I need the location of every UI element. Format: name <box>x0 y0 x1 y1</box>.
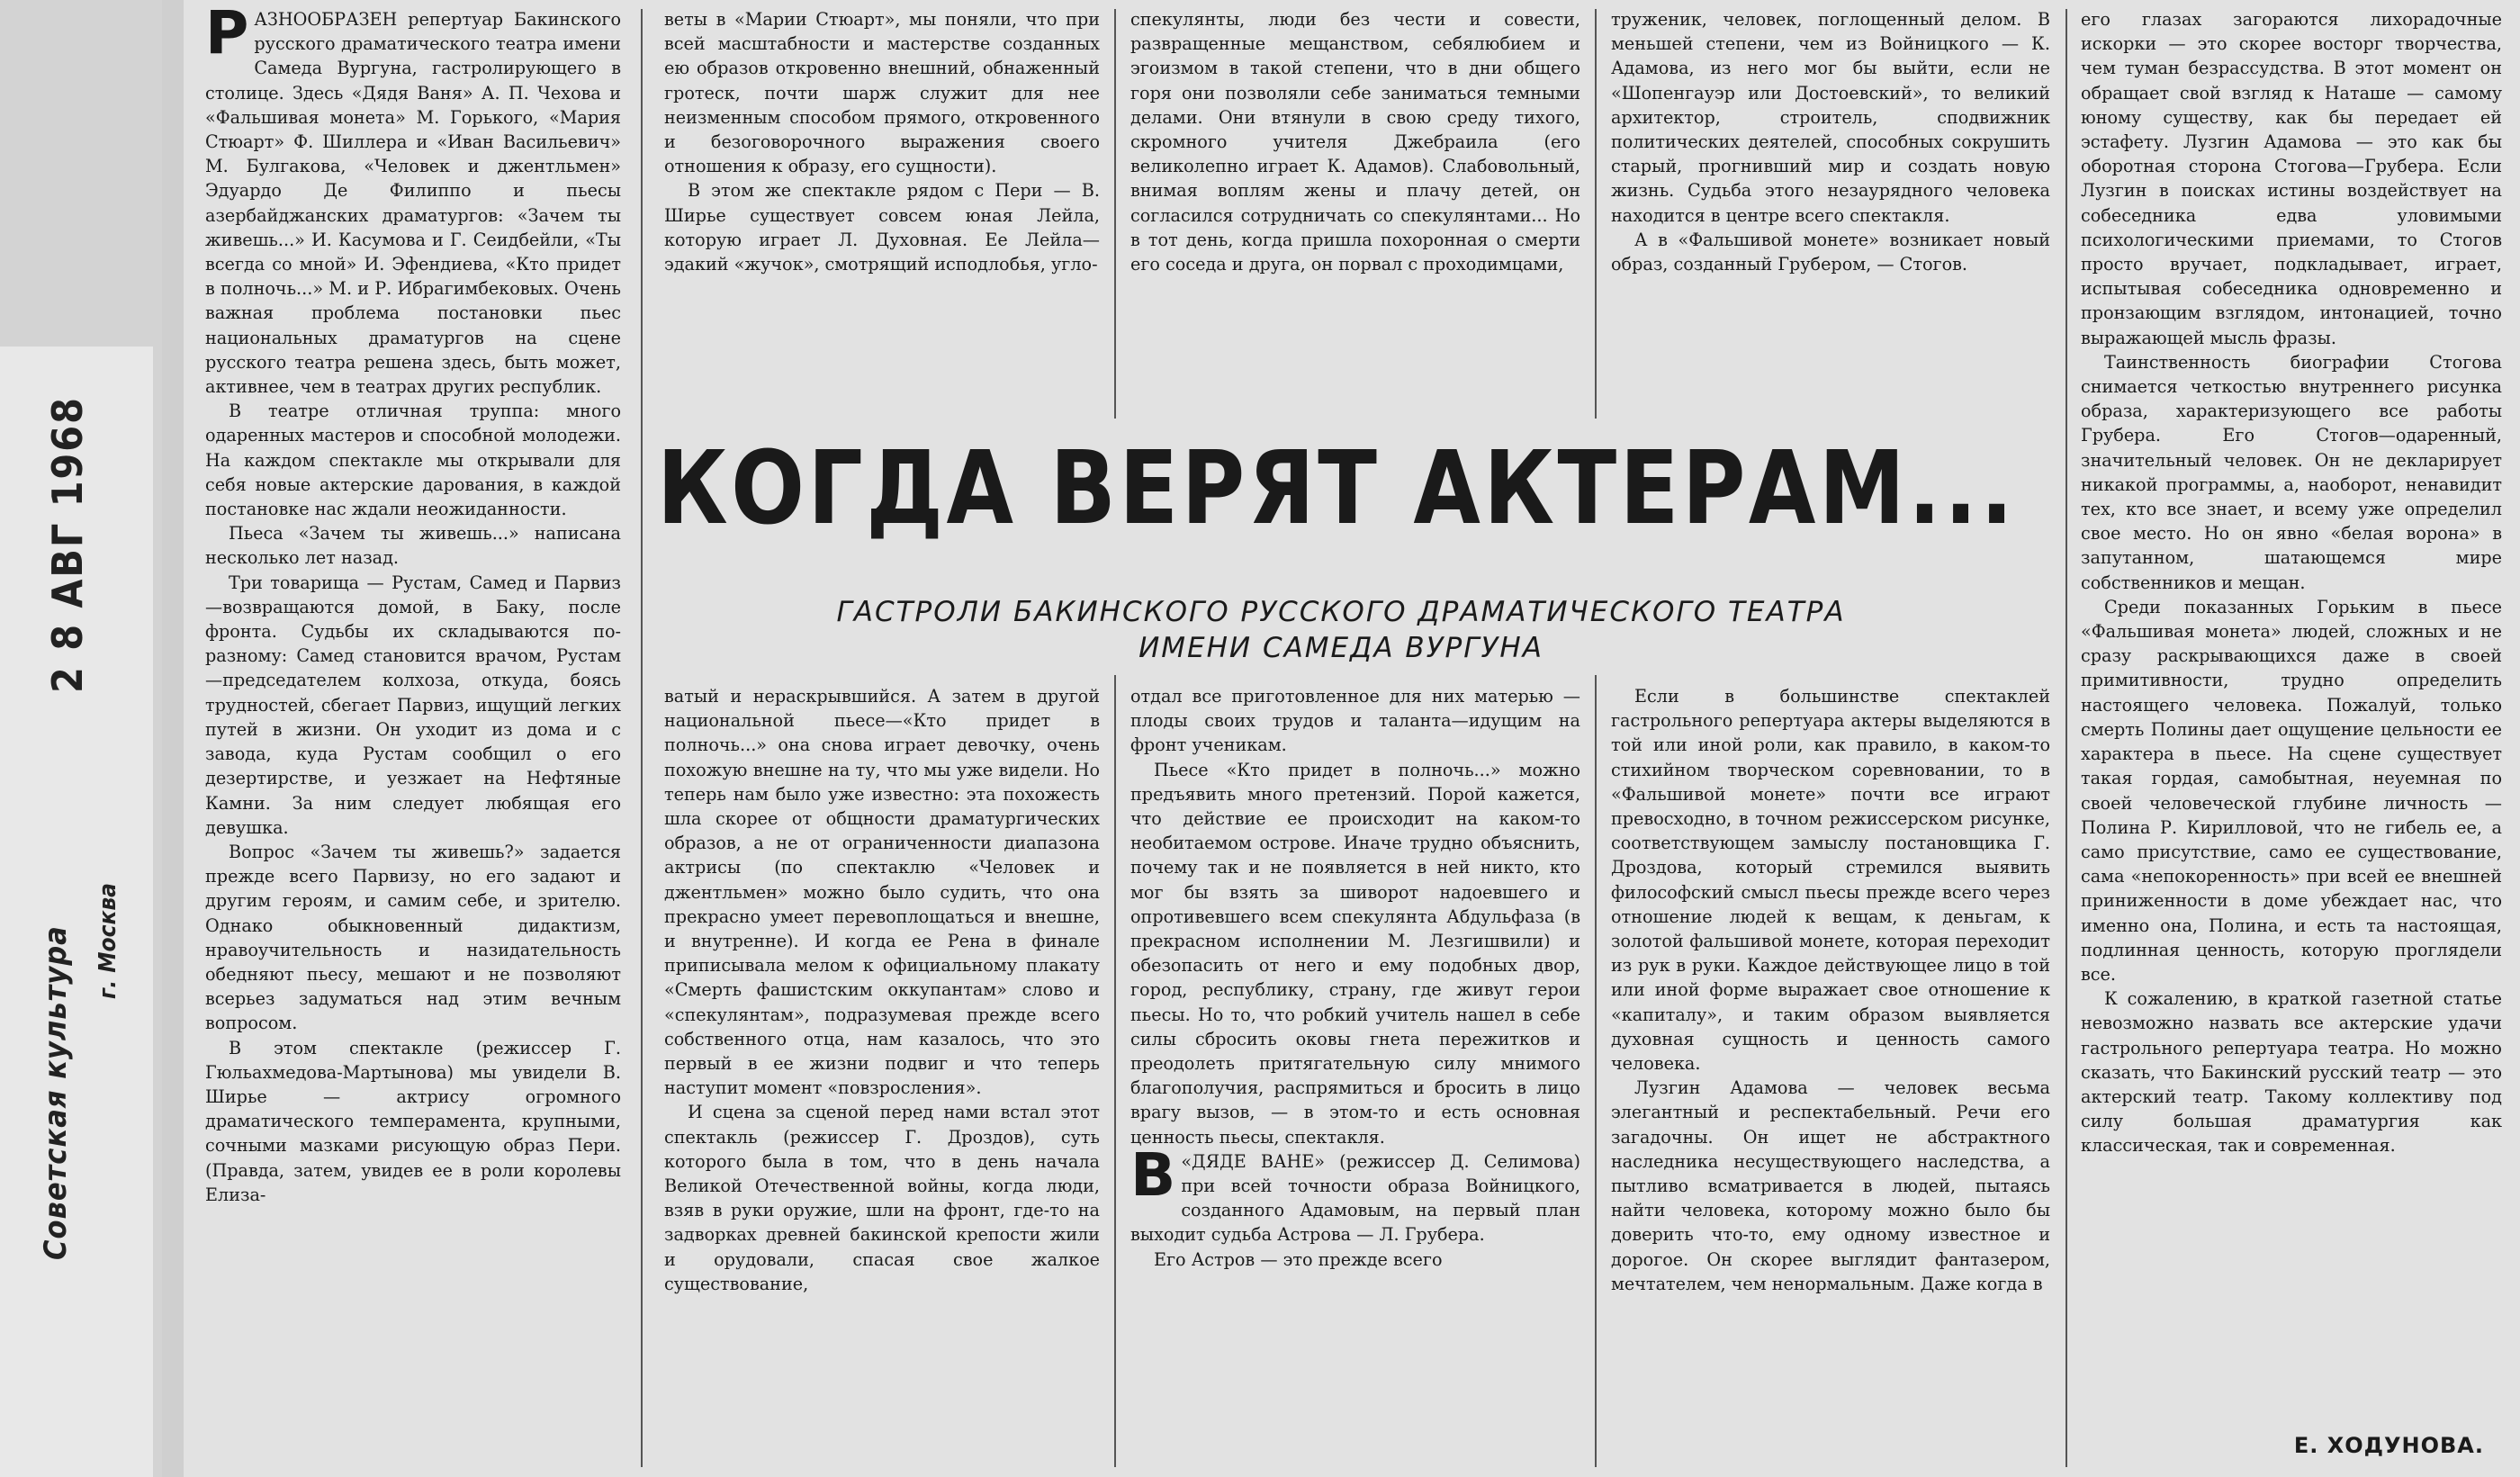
paragraph: Таинственность биографии Стогова снимается четкостью внутреннего рисунка образа, характеризующего все работы Грубера. Его Стогов—одаренный, значительный человек. Он не декларирует никакой программы, а, наоборот, ненавидит тех, кто все знает, и всему уже определил свое место. Но он явно «белая ворона» в запутанном, шатающемся мире собственников и мещан. <box>2081 351 2502 593</box>
date-stamp: 2 8 АВГ 1968 <box>43 396 92 693</box>
paragraph: Лузгин Адамова — человек весьма элегантный и респектабельный. Речи его загадочны. Он ищет не абстрактного наследника несуществующего наследства, а пытливо всматривается в людей, пытаясь найти человека, которому можно было бы доверить что-то, ему одному известное и дорогое. Он скорее выглядит фантазером, мечтателем, чем ненормальным. Даже когда в <box>1611 1077 2050 1294</box>
paragraph: В этом спектакле (режиссер Г. Гюльахмедова-Мартынова) мы увидели В. Ширье — актрису огромного драматического темперамента, крупными, сочными мазками рисующую образ Пери. (Правда, затем, увидев ее в роли королевы Елиза- <box>205 1037 621 1205</box>
author-signature: Е. ХОДУНОВА. <box>2293 1433 2484 1458</box>
subheadline-line-1: ГАСТРОЛИ БАКИНСКОГО РУССКОГО ДРАМАТИЧЕСКОГО ТЕАТРА <box>836 596 1846 628</box>
paragraph: спекулянты, люди без чести и совести, развращенные мещанством, себялюбием и эгоизмом в такой степени, что в дни общего горя они позволяли себе заниматься темными делами. Они втянули в свою среду тихого, скромного учителя Джебраила (его великолепно играет К. Адамов). Слабовольный, внимая воплям жены и плачу детей, он согласился сотрудничать со спекулянтами... Но в тот день, когда пришла похоронная о смерти его соседа и друга, он порвал с проходимцами, <box>1130 9 1580 275</box>
paragraph: В этом же спектакле рядом с Пери — В. Ширье существует совсем юная Лейла, которую играет Л. Духовная. Ее Лейла—эдакий «жучок», смотрящий исподлобья, угло- <box>664 180 1100 275</box>
column-rule <box>1595 675 1597 1467</box>
newspaper-name: Советская культура <box>38 925 74 1260</box>
column-rule <box>641 9 643 1467</box>
paragraph: Вопрос «Зачем ты живешь?» задается прежде всего Парвизу, но его задают и другим героям, и самим себе, и зрителю. Однако обыкновенный дидактизм, нравоучительность и назидательность обедняют пьесу, мешают и не позволяют всерьез задуматься над этим вечным вопросом. <box>205 841 621 1034</box>
subheadline <box>792 594 1890 666</box>
paragraph: «ДЯДЕ ВАНЕ» (режиссер Д. Селимова) при всей точности образа Войницкого, созданного Адамовым, на первый план выходит судьба Астрова — Л. Грубера. <box>1130 1150 1580 1246</box>
article-column-4-top <box>1611 7 2050 417</box>
paragraph: Его Астров — это прежде всего <box>1154 1248 1443 1270</box>
column-rule <box>1114 9 1116 419</box>
paragraph: А в «Фальшивой монете» возникает новый образ, созданный Грубером, — Стогов. <box>1611 229 2050 275</box>
paragraph: ватый и нераскрывшийся. А затем в другой национальной пьесе—«Кто придет в полночь...» она снова играет девочку, очень похожую внешне на ту, что мы уже видели. Но теперь нам было уже известно: эта похожесть шла скорее от общности драматургических образов, а не от ограниченности диапазона актрисы (по спектаклю «Человек и джентльмен» можно было судить, что она прекрасно умеет перевоплощаться и внешне, и внутренне). И когда ее Рена в финале приписывала мелом к официальному плакату «Смерть фашистским оккупантам» слово и «спекулянтам», подразумевая прежде всего собственного отца, нам казалось, что это первый в ее жизни подвиг и что теперь наступит момент «повзросления». <box>664 686 1100 1099</box>
paragraph: И сцена за сценой перед нами встал этот спектакль (режиссер Г. Дроздов), суть которого была в том, что в день начала Великой Отечественной войны, когда люди, взяв в руки оружие, шли на фронт, где-то на задворках древней бакинской крепости жили и орудовали, спасая свое жалкое существование, <box>664 1102 1100 1294</box>
article-column-4-bottom <box>1611 684 2050 1467</box>
paragraph: веты в «Марии Стюарт», мы поняли, что при всей масштабности и мастерстве созданных ею образов откровенно внешний, обнаженный гротеск, почти шарж служит для нее неизменным способом прямого, откровенного и безоговорочного выражения своего отношения к образу, его сущности). <box>664 9 1100 177</box>
paragraph: Пьеса «Зачем ты живешь...» написана несколько лет назад. <box>205 523 621 569</box>
article-column-2-bottom <box>664 684 1100 1467</box>
torn-edge <box>162 0 184 1477</box>
subheadline-line-2: ИМЕНИ САМЕДА ВУРГУНА <box>1138 632 1544 664</box>
paragraph: Среди показанных Горьким в пьесе «Фальшивая монета» людей, сложных и не сразу раскрывающихся даже в своей примитивности, трудно определить настоящего человека. Пожалуй, только смерть Полины дает ощущение цельности ее характера в пьесе. На сцене существует такая гордая, самобытная, неуемная по своей человеческой глубине личность — Полина Р. Кирилловой, что не гибель ее, а само присутствие, само ее существование, сама «непокоренность» при всей ее внешней приниженности в доме убеждает нас, что именно она, Полина, и есть та настоящая, подлинная ценность, которую проглядели все. <box>2081 596 2502 985</box>
paragraph: отдал все приготовленное для них матерью — плоды своих трудов и таланта—идущим на фронт ученикам. <box>1130 686 1580 756</box>
paragraph: Если в большинстве спектаклей гастрольного репертуара актеры выделяются в той или иной роли, как правило, в каком-то стихийном творческом соревновании, то в «Фальшивой монете» почти все играют превосходно, в точном режиссерском рисунке, соответствующем замыслу постановщика Г. Дроздова, который стремился выявить философский смысл пьесы прежде всего через отношение людей к вещам, к деньгам, к золотой фальшивой монете, которая переходит из рук в руки. Каждое действующее лицо в той или иной форме выражает свое отношение к «капиталу», и таким образом выявляется духовная сущность и ценность самого человека. <box>1611 686 2050 1075</box>
paragraph: В театре отличная труппа: много одаренных мастеров и способной молодежи. На каждом спектакле мы открывали для себя новые актерские дарования, в каждой постановке нас ждали неожиданности. <box>205 401 621 520</box>
paragraph: Три товарища — Рустам, Самед и Парвиз—возвращаются домой, в Баку, после фронта. Судьбы их складываются по-разному: Самед становится врачом, Рустам—председателем колхоза, откуда, боясь трудностей, сбегает Парвиз, ищущий легких путей в жизни. Он уходит из дома и с завода, куда Рустам сообщил о его дезертирстве, и уезжает на Нефтяные Камни. За ним следует любящая его девушка. <box>205 572 621 838</box>
paragraph: его глазах загораются лихорадочные искорки — это скорее восторг творчества, чем туман безрассудства. В этот момент он обращает свой взгляд к Наташе — самому юному существу, как бы передает ей эстафету. Лузгин Адамова — это как бы оборотная сторона Стогова—Грубера. Если Лузгин в поисках истины воздействует на собеседника едва уловимыми психологическими приемами, то Стогов просто вручает, подкладывает, играет, испытывая собеседника одновременно и пронзающим взглядом, интонацией, точно выражающей мысль фразы. <box>2081 9 2502 348</box>
column-rule <box>1114 675 1116 1467</box>
headline: КОГДА ВЕРЯТ АКТЕРАМ... <box>657 430 2017 547</box>
drop-cap: В <box>1130 1139 1176 1210</box>
article-column-1 <box>205 7 621 1472</box>
article-column-5 <box>2081 7 2502 1425</box>
column-rule <box>1595 9 1597 419</box>
city-name: г. Москва <box>94 883 122 999</box>
article-column-3-top <box>1130 7 1580 417</box>
paragraph: К сожалению, в краткой газетной статье невозможно назвать все актерские удачи гастрольного репертуара театра. Но можно сказать, что Бакинский русский театр — это актерский театр. Такому коллективу под силу большая драматургия как классическая, так и современная. <box>2081 988 2502 1157</box>
paragraph: АЗНООБРАЗЕН репертуар Бакинского русского драматического театра имени Самеда Вургуна, гастролирующего в столице. Здесь «Дядя Ваня» А. П. Чехова и «Фальшивая монета» М. Горького, «Мария Стюарт» Ф. Шиллера и «Иван Васильевич» М. Булгакова, «Человек и джентльмен» Эдуардо Де Филиппо и пьесы азербайджанских драматургов: «Зачем ты живешь...» И. Касумова и Г. Сеидбейли, «Ты всегда со мной» И. Эфендиева, «Кто придет в полночь...» М. и Р. Ибрагимбековых. Очень важная проблема постановки пьес национальных драматургов на сцене русского театра решена здесь, быть может, активнее, чем в театрах других республик. <box>205 9 621 398</box>
paragraph: Пьесе «Кто придет в полночь...» можно предъявить много претензий. Порой кажется, что действие ее происходит на каком-то необитаемом острове. Иначе трудно объяснить, почему так и не появляется в ней никто, кто мог бы взять за шиворот надоевшего и опротивевшего всем спекулянта Абдульфаза (в прекрасном исполнении М. Лезгишвили) и обезопасить от него и ему подобных двор, город, республику, страну, где живут герои пьесы. Но то, что робкий учитель нашел в себе силы сбросить оковы гнета пережитков и преодолеть притягательную силу мнимого благополучия, распрямиться и бросить в лицо врагу вызов, — в этом-то и есть основная ценность пьесы, спектакля. <box>1130 759 1580 1148</box>
column-rule <box>2066 9 2067 1467</box>
drop-cap: Р <box>205 7 249 68</box>
article-column-2-top <box>664 7 1100 417</box>
paragraph: труженик, человек, поглощенный делом. В меньшей степени, чем из Войницкого — К. Адамова, из него мог бы выйти, если не «Шопенгауэр или Достоевский», то великий архитектор, строитель, сподвижник политических деятелей, способных сокрушить старый, прогнивший мир и создать новую жизнь. Судьба этого незаурядного человека находится в центре всего спектакля. <box>1611 9 2050 226</box>
article-column-3-bottom <box>1130 684 1580 1467</box>
